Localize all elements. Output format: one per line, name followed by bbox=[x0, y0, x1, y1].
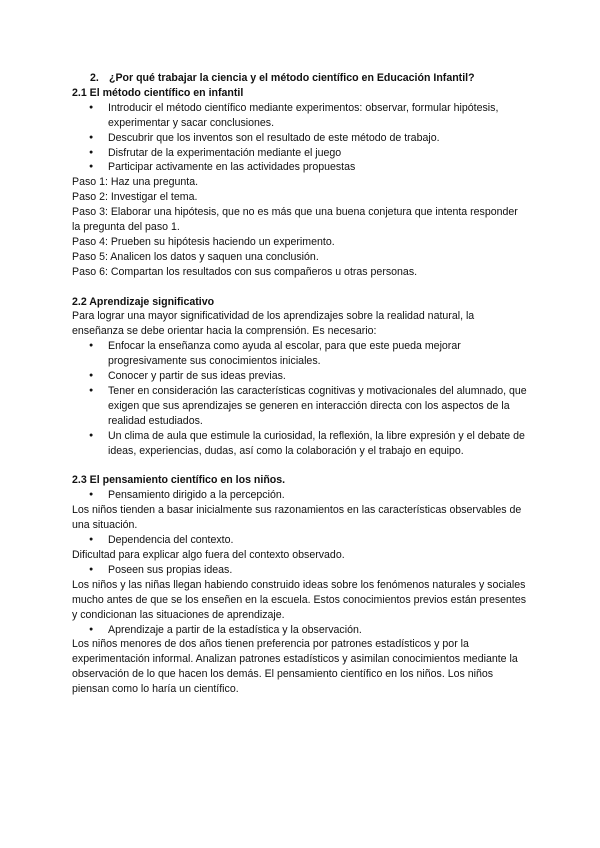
list-item: ● Aprendizaje a partir de la estadística y la observación. bbox=[72, 623, 528, 638]
list-item: ● Enfocar la enseñanza como ayuda al escolar, para que este pueda mejorar progresivamente sus conocimientos iniciales. bbox=[72, 339, 528, 369]
section-2-3-paragraph: Los niños menores de dos años tienen preferencia por patrones estadísticos y por la experimentación informal. Analizan patrones estadísticos y asimilan conocimientos mediante la observación de lo que hacen los demás. El pensamiento científico en los niños. Los niños piensan como lo haría un científico. bbox=[72, 638, 518, 696]
step-line: Paso 4: Prueben su hipótesis haciendo un experimento. bbox=[72, 235, 335, 248]
list-item: ● Tener en consideración las características cognitivas y motivacionales del alumnado, que exigen que sus aprendizajes se generen en interacción directa con los aspectos de la realidad estudiados. bbox=[72, 384, 528, 429]
list-item: ● Disfrutar de la experimentación mediante el juego bbox=[72, 146, 528, 161]
section-2-3-paragraph: Los niños y las niñas llegan habiendo construido ideas sobre los fenómenos naturales y sociales mucho antes de que se los enseñen en la escuela. Estos conocimientos previos están presentes y condicionan las situaciones de aprendizaje. bbox=[72, 578, 527, 621]
step-line: Paso 5: Analicen los datos y saquen una conclusión. bbox=[72, 250, 319, 263]
list-item: ● Introducir el método científico mediante experimentos: observar, formular hipótesis, experimentar y sacar conclusiones. bbox=[72, 101, 528, 131]
list-item: ● Un clima de aula que estimule la curiosidad, la reflexión, la libre expresión y el debate de ideas, experiencias, dudas, así como la colaboración y el trabajo en equipo. bbox=[72, 429, 528, 459]
step-line: Paso 3: Elaborar una hipótesis, que no es más que una buena conjetura que intenta responder la pregunta del paso 1. bbox=[72, 206, 518, 234]
section-2-2-title: 2.2 Aprendizaje significativo bbox=[72, 295, 215, 308]
spacer bbox=[72, 280, 528, 295]
section-2-3-bullet bbox=[72, 533, 528, 548]
section-2-3-title: 2.3 El pensamiento científico en los niños. bbox=[72, 474, 286, 487]
list-item: ● Descubrir que los inventos son el resultado de este método de trabajo. bbox=[72, 131, 528, 146]
list-item: ● Poseen sus propias ideas. bbox=[72, 563, 528, 578]
main-heading-text: ¿Por qué trabajar la ciencia y el método científico en Educación Infantil? bbox=[109, 72, 475, 84]
section-2-2-intro: Para lograr una mayor significatividad de los aprendizajes sobre la realidad natural, la enseñanza se debe orientar hacia la comprensión. Es necesario: bbox=[72, 310, 475, 338]
main-heading bbox=[72, 71, 528, 86]
section-2-3-bullet bbox=[72, 623, 528, 638]
step-line: Paso 1: Haz una pregunta. bbox=[72, 176, 199, 189]
list-item: ● Participar activamente en las actividades propuestas bbox=[72, 160, 528, 175]
section-2-1-bullets bbox=[72, 101, 528, 176]
document-page bbox=[72, 71, 528, 697]
section-2-3-paragraph: Los niños tienden a basar inicialmente sus razonamientos en las características observables de una situación. bbox=[72, 504, 522, 532]
list-item: ● Conocer y partir de sus ideas previas. bbox=[72, 369, 528, 384]
section-2-3-bullet bbox=[72, 488, 528, 503]
section-2-1-title: 2.1 El método científico en infantil bbox=[72, 86, 244, 99]
section-2-2-bullets bbox=[72, 339, 528, 458]
section-2-3-paragraph: Dificultad para explicar algo fuera del contexto observado. bbox=[72, 548, 345, 561]
step-line: Paso 2: Investigar el tema. bbox=[72, 191, 198, 204]
list-item: ● Dependencia del contexto. bbox=[72, 533, 528, 548]
spacer bbox=[72, 459, 528, 474]
main-heading-number: 2. bbox=[90, 72, 99, 84]
section-2-3-bullet bbox=[72, 563, 528, 578]
list-item: ● Pensamiento dirigido a la percepción. bbox=[72, 488, 528, 503]
step-line: Paso 6: Compartan los resultados con sus compañeros u otras personas. bbox=[72, 265, 418, 278]
